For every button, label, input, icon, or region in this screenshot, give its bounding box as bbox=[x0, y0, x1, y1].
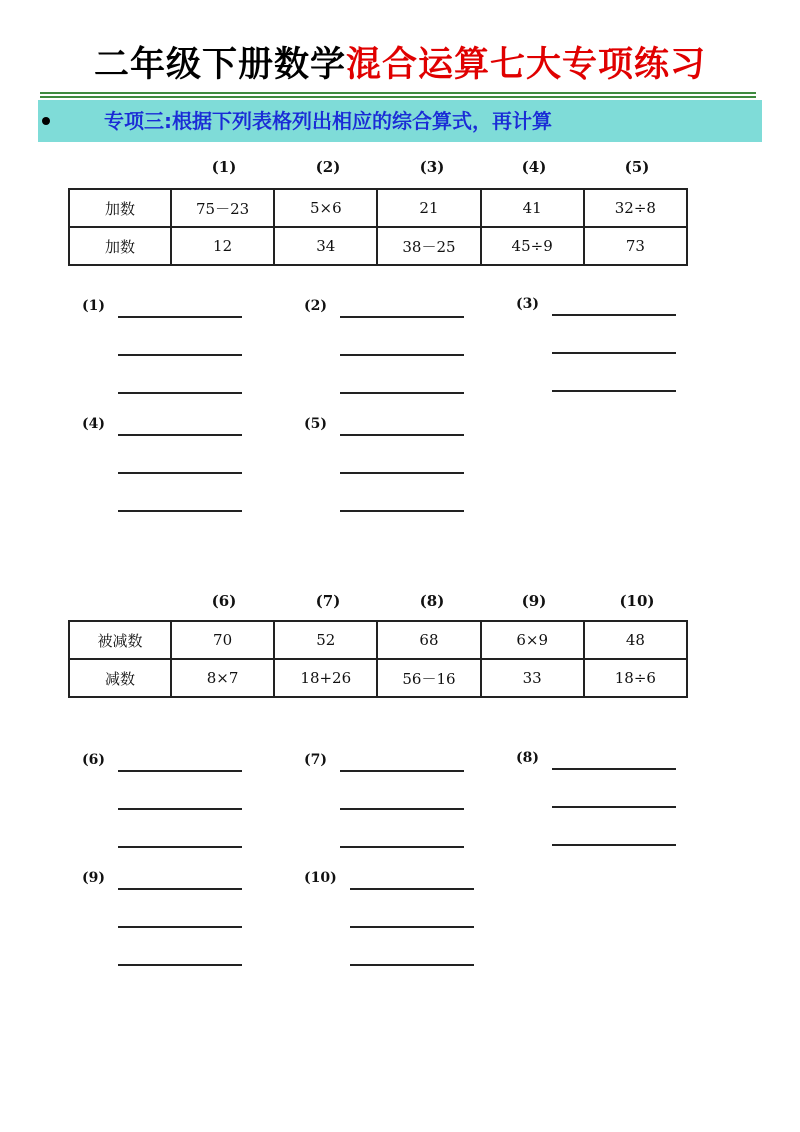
answer-line[interactable] bbox=[118, 888, 242, 890]
subtraction-table bbox=[68, 620, 688, 698]
title-underline-2 bbox=[40, 96, 756, 98]
answer-line[interactable] bbox=[350, 926, 474, 928]
answer-line[interactable] bbox=[350, 964, 474, 966]
row-label: 被减数 bbox=[69, 621, 171, 659]
answer-label: (9) bbox=[82, 870, 105, 886]
page-title bbox=[0, 40, 800, 90]
answer-label: (6) bbox=[82, 752, 105, 768]
row-label: 加数 bbox=[69, 189, 171, 227]
answer-line[interactable] bbox=[340, 472, 464, 474]
table-cell: 8×7 bbox=[171, 659, 274, 697]
table-cell: 18÷6 bbox=[584, 659, 687, 697]
answer-line[interactable] bbox=[340, 808, 464, 810]
answer-label: (7) bbox=[304, 752, 327, 768]
answer-line[interactable] bbox=[552, 352, 676, 354]
title-red-part: 混合运算七大专项练习 bbox=[346, 45, 707, 85]
table-row bbox=[69, 621, 687, 659]
answer-line[interactable] bbox=[552, 768, 676, 770]
answer-label: (4) bbox=[82, 416, 105, 432]
table-cell: 34 bbox=[274, 227, 377, 265]
table2-col-head: (9) bbox=[521, 592, 547, 610]
answer-line[interactable] bbox=[118, 472, 242, 474]
table-cell: 48 bbox=[584, 621, 687, 659]
answer-line[interactable] bbox=[340, 434, 464, 436]
table-row bbox=[69, 659, 687, 697]
answer-label: (10) bbox=[304, 870, 337, 886]
answer-line[interactable] bbox=[340, 354, 464, 356]
table-cell: 21 bbox=[377, 189, 480, 227]
table-cell: 70 bbox=[171, 621, 274, 659]
table2-col-head: (6) bbox=[211, 592, 237, 610]
answer-label: (5) bbox=[304, 416, 327, 432]
answer-line[interactable] bbox=[118, 926, 242, 928]
answer-line[interactable] bbox=[118, 846, 242, 848]
answer-line[interactable] bbox=[552, 390, 676, 392]
answer-line[interactable] bbox=[340, 510, 464, 512]
table-row bbox=[69, 189, 687, 227]
table2-col-head: (10) bbox=[619, 592, 655, 610]
table-cell: 32÷8 bbox=[584, 189, 687, 227]
table-cell: 5×6 bbox=[274, 189, 377, 227]
table2-col-head: (8) bbox=[419, 592, 445, 610]
bullet-icon bbox=[42, 117, 50, 125]
table-cell: 52 bbox=[274, 621, 377, 659]
table-cell: 56－16 bbox=[377, 659, 480, 697]
answer-line[interactable] bbox=[552, 844, 676, 846]
answer-line[interactable] bbox=[350, 888, 474, 890]
addend-table bbox=[68, 188, 688, 266]
answer-line[interactable] bbox=[340, 316, 464, 318]
answer-label: (2) bbox=[304, 298, 327, 314]
answer-line[interactable] bbox=[118, 964, 242, 966]
answer-label: (1) bbox=[82, 298, 105, 314]
table-cell: 68 bbox=[377, 621, 480, 659]
answer-line[interactable] bbox=[118, 434, 242, 436]
table-row bbox=[69, 227, 687, 265]
answer-line[interactable] bbox=[552, 314, 676, 316]
table1-col-head: (2) bbox=[315, 158, 341, 176]
answer-line[interactable] bbox=[552, 806, 676, 808]
table-cell: 75－23 bbox=[171, 189, 274, 227]
answer-line[interactable] bbox=[340, 846, 464, 848]
table1-col-head: (1) bbox=[211, 158, 237, 176]
answer-line[interactable] bbox=[340, 770, 464, 772]
answer-line[interactable] bbox=[340, 392, 464, 394]
answer-line[interactable] bbox=[118, 354, 242, 356]
answer-line[interactable] bbox=[118, 770, 242, 772]
table-cell: 6×9 bbox=[481, 621, 584, 659]
answer-label: (8) bbox=[516, 750, 539, 766]
table2-col-head: (7) bbox=[315, 592, 341, 610]
section-title: 专项三:根据下列表格列出相应的综合算式，再计算 bbox=[104, 109, 552, 133]
row-label: 加数 bbox=[69, 227, 171, 265]
table-cell: 45÷9 bbox=[481, 227, 584, 265]
table-cell: 33 bbox=[481, 659, 584, 697]
title-black-part: 二年级下册数学 bbox=[93, 45, 346, 85]
section-header bbox=[38, 100, 762, 142]
table-cell: 73 bbox=[584, 227, 687, 265]
answer-label: (3) bbox=[516, 296, 539, 312]
answer-line[interactable] bbox=[118, 510, 242, 512]
table-cell: 38－25 bbox=[377, 227, 480, 265]
row-label: 减数 bbox=[69, 659, 171, 697]
table1-col-head: (3) bbox=[419, 158, 445, 176]
table-cell: 12 bbox=[171, 227, 274, 265]
table-cell: 18+26 bbox=[274, 659, 377, 697]
answer-line[interactable] bbox=[118, 392, 242, 394]
table1-col-head: (5) bbox=[624, 158, 650, 176]
title-underline bbox=[40, 92, 756, 94]
table1-col-head: (4) bbox=[521, 158, 547, 176]
answer-line[interactable] bbox=[118, 316, 242, 318]
table-cell: 41 bbox=[481, 189, 584, 227]
answer-line[interactable] bbox=[118, 808, 242, 810]
